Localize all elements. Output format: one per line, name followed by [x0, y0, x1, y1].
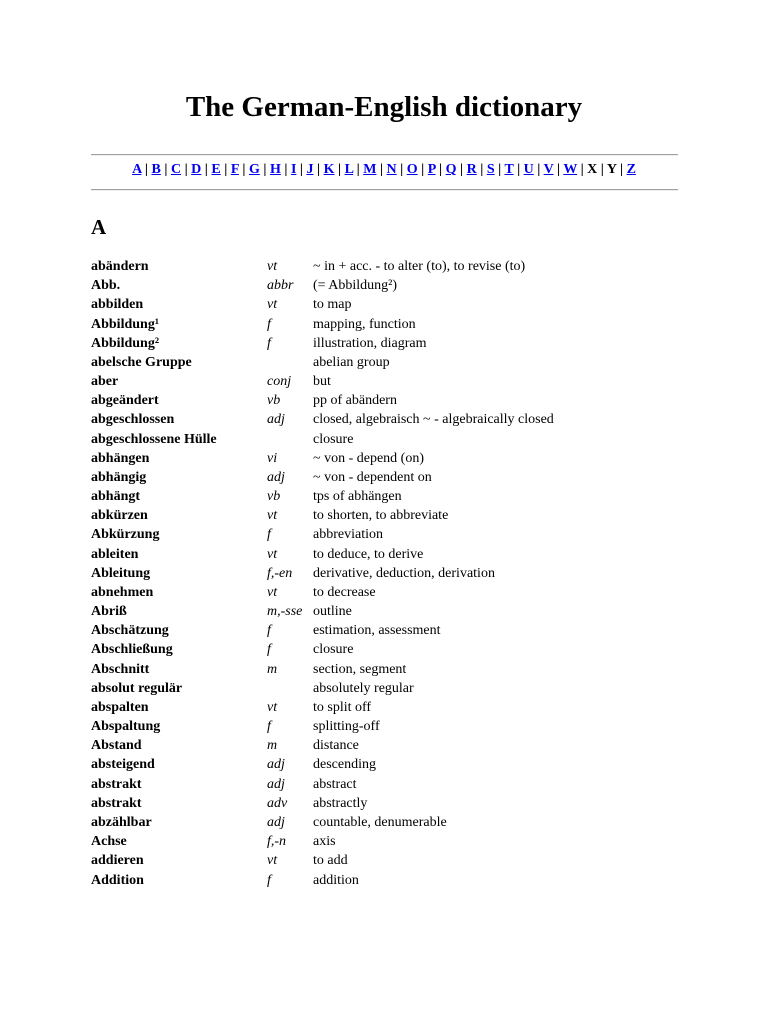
entry-definition: outline	[313, 604, 352, 620]
entry-row	[91, 334, 554, 353]
nav-letter-m[interactable]: M	[363, 162, 377, 177]
entry-part-of-speech: m,-sse	[267, 604, 303, 620]
entry-row	[91, 372, 554, 391]
entry-row	[91, 449, 554, 468]
entry-part-of-speech: f	[267, 623, 271, 639]
nav-letter-f[interactable]: F	[230, 162, 239, 177]
nav-separator: |	[160, 162, 171, 177]
entry-word: abändern	[91, 259, 149, 274]
entry-row	[91, 794, 554, 813]
nav-letter-p[interactable]: P	[427, 162, 436, 177]
entry-row	[91, 640, 554, 659]
nav-letter-h[interactable]: H	[269, 162, 281, 177]
entry-definition: abstract	[313, 776, 357, 792]
nav-letter-w[interactable]: W	[563, 162, 578, 177]
nav-separator: |	[334, 162, 345, 177]
entry-part-of-speech: f	[267, 872, 271, 888]
entry-word: Abschnitt	[91, 661, 150, 677]
entry-part-of-speech: adj	[267, 757, 285, 773]
nav-letter-k[interactable]: K	[323, 162, 335, 177]
nav-separator: |	[280, 162, 291, 177]
entry-part-of-speech: vi	[267, 450, 278, 466]
entry-word: abbilden	[91, 297, 144, 313]
entry-part-of-speech: adj	[267, 412, 285, 428]
entry-definition: tps of abhängen	[313, 489, 402, 505]
entry-part-of-speech: vt	[267, 508, 278, 524]
nav-separator: |	[181, 162, 192, 177]
entry-word: abnehmen	[91, 584, 154, 600]
nav-separator: |	[533, 162, 544, 177]
entry-definition: addition	[313, 872, 359, 888]
entry-definition: to split off	[313, 699, 372, 715]
nav-letter-b[interactable]: B	[151, 162, 161, 177]
nav-letter-z[interactable]: Z	[626, 162, 636, 177]
nav-letter-l[interactable]: L	[344, 162, 354, 177]
entry-word: absteigend	[91, 757, 155, 773]
entry-part-of-speech: adv	[267, 795, 288, 811]
entry-definition: abstractly	[313, 795, 368, 811]
entry-word: Abriß	[91, 604, 127, 620]
nav-letter-n[interactable]: N	[386, 162, 397, 177]
entry-row	[91, 487, 554, 506]
entry-row	[91, 717, 554, 736]
entry-part-of-speech	[267, 679, 313, 698]
entry-definition: derivative, deduction, derivation	[313, 565, 495, 581]
nav-separator: |	[577, 162, 588, 177]
nav-letter-y: Y	[606, 162, 617, 177]
entry-row	[91, 736, 554, 755]
bottom-divider	[91, 189, 678, 191]
entry-row	[91, 295, 554, 314]
entry-word: abhängen	[91, 450, 150, 466]
entry-word: abgeschlossen	[91, 412, 175, 428]
entry-part-of-speech: vt	[267, 699, 278, 715]
entry-part-of-speech: vt	[267, 297, 278, 313]
entry-part-of-speech: adj	[267, 469, 285, 485]
entry-word: abhängig	[91, 469, 147, 485]
nav-letter-x: X	[587, 162, 598, 177]
entry-definition: absolutely regular	[313, 680, 414, 696]
top-divider	[91, 154, 678, 156]
nav-letter-q[interactable]: Q	[445, 162, 457, 177]
entry-part-of-speech: abbr	[267, 278, 294, 294]
entry-word: Abkürzung	[91, 527, 160, 543]
entry-row	[91, 755, 554, 774]
entry-definition: to add	[313, 853, 348, 869]
entry-part-of-speech	[267, 430, 313, 449]
entry-part-of-speech: vt	[267, 259, 278, 274]
entries-table	[91, 257, 554, 890]
entry-row	[91, 602, 554, 621]
entry-word: Abstand	[91, 738, 142, 754]
entry-part-of-speech: f	[267, 527, 271, 543]
nav-separator: |	[494, 162, 505, 177]
nav-letter-e[interactable]: E	[211, 162, 221, 177]
entry-word: Abb.	[91, 278, 121, 294]
entry-row	[91, 775, 554, 794]
entry-definition: to shorten, to abbreviate	[313, 508, 449, 524]
entry-definition: descending	[313, 757, 376, 773]
nav-separator: |	[201, 162, 212, 177]
entry-word: abstrakt	[91, 776, 142, 792]
entry-definition: to map	[313, 297, 352, 313]
entry-row	[91, 430, 554, 449]
entry-word: Abbildung²	[91, 335, 160, 351]
entry-row	[91, 545, 554, 564]
nav-separator: |	[296, 162, 307, 177]
nav-letter-a[interactable]: A	[132, 162, 142, 177]
entry-word: ableiten	[91, 546, 139, 562]
nav-separator: |	[220, 162, 231, 177]
nav-letter-c[interactable]: C	[170, 162, 182, 177]
nav-letter-d[interactable]: D	[191, 162, 202, 177]
entry-part-of-speech: vb	[267, 393, 281, 409]
entry-row	[91, 813, 554, 832]
entry-part-of-speech	[267, 353, 313, 372]
entry-definition: pp of abändern	[313, 393, 397, 409]
entry-row	[91, 660, 554, 679]
entry-row	[91, 698, 554, 717]
entry-part-of-speech: conj	[267, 374, 292, 390]
entry-definition: splitting-off	[313, 719, 380, 735]
entry-definition: abbreviation	[313, 527, 383, 543]
entry-row	[91, 871, 554, 890]
entry-row	[91, 621, 554, 640]
entry-definition: axis	[313, 834, 336, 850]
entry-definition: ~ von - depend (on)	[313, 450, 424, 466]
entry-definition: distance	[313, 738, 359, 754]
entry-word: abgeschlossene Hülle	[91, 431, 217, 447]
entry-part-of-speech: adj	[267, 776, 285, 792]
nav-letter-j[interactable]: J	[306, 162, 314, 177]
nav-letter-t[interactable]: T	[504, 162, 514, 177]
entry-row	[91, 391, 554, 410]
nav-separator: |	[259, 162, 270, 177]
nav-separator: |	[141, 162, 152, 177]
nav-separator: |	[456, 162, 467, 177]
entry-row	[91, 276, 554, 295]
entry-word: abgeändert	[91, 393, 159, 409]
entry-row	[91, 257, 554, 276]
entry-part-of-speech: f	[267, 719, 271, 735]
entry-word: abelsche Gruppe	[91, 354, 192, 370]
entry-part-of-speech: f,-n	[267, 834, 287, 850]
entry-row	[91, 679, 554, 698]
entry-word: abkürzen	[91, 508, 148, 524]
entry-part-of-speech: f,-en	[267, 565, 293, 581]
nav-letter-u[interactable]: U	[523, 162, 534, 177]
entry-definition: to deduce, to derive	[313, 546, 424, 562]
entry-part-of-speech: vt	[267, 853, 278, 869]
nav-separator: |	[313, 162, 324, 177]
alphabet-nav	[0, 160, 768, 180]
entry-definition: section, segment	[313, 661, 407, 677]
entry-definition: to decrease	[313, 584, 376, 600]
nav-separator: |	[513, 162, 524, 177]
section-heading: A	[91, 215, 107, 239]
entry-definition: but	[313, 374, 331, 390]
nav-separator: |	[396, 162, 407, 177]
entry-word: Abschätzung	[91, 623, 169, 639]
nav-letter-i[interactable]: I	[290, 162, 297, 177]
nav-separator: |	[376, 162, 387, 177]
nav-letter-o[interactable]: O	[406, 162, 418, 177]
entry-word: Achse	[91, 834, 127, 850]
entry-definition: (= Abbildung²)	[313, 278, 398, 294]
entry-row	[91, 832, 554, 851]
nav-separator: |	[616, 162, 627, 177]
entry-row	[91, 468, 554, 487]
entry-word: Abschließung	[91, 642, 173, 658]
entry-definition: abelian group	[313, 354, 390, 370]
entry-row	[91, 525, 554, 544]
entry-row	[91, 506, 554, 525]
entry-definition: closure	[313, 431, 354, 447]
entry-word: aber	[91, 374, 119, 390]
nav-letter-s[interactable]: S	[486, 162, 495, 177]
entry-part-of-speech: f	[267, 335, 271, 351]
entry-word: addieren	[91, 853, 144, 869]
entry-row	[91, 583, 554, 602]
entry-part-of-speech: m	[267, 661, 278, 677]
entry-row	[91, 353, 554, 372]
nav-separator: |	[238, 162, 249, 177]
nav-separator: |	[417, 162, 428, 177]
nav-separator: |	[597, 162, 607, 177]
entry-definition: closed, algebraisch ~ - algebraically closed	[313, 412, 554, 428]
entry-word: abstrakt	[91, 795, 142, 811]
entry-part-of-speech: f	[267, 642, 271, 658]
entry-word: absolut regulär	[91, 680, 183, 696]
entry-definition: estimation, assessment	[313, 623, 441, 639]
entry-part-of-speech: vt	[267, 546, 278, 562]
entry-part-of-speech: f	[267, 316, 271, 332]
nav-letter-r[interactable]: R	[466, 162, 477, 177]
entry-part-of-speech: vt	[267, 584, 278, 600]
entry-definition: countable, denumerable	[313, 814, 447, 830]
entry-word: abzählbar	[91, 814, 152, 830]
nav-separator: |	[435, 162, 446, 177]
entry-definition: ~ in + acc. - to alter (to), to revise (to)	[313, 259, 526, 274]
entry-definition: ~ von - dependent on	[313, 469, 432, 485]
entry-word: Addition	[91, 872, 144, 888]
entry-definition: illustration, diagram	[313, 335, 427, 351]
entry-word: abhängt	[91, 489, 141, 505]
entry-word: Abbildung¹	[91, 316, 160, 332]
entry-part-of-speech: adj	[267, 814, 285, 830]
nav-letter-g[interactable]: G	[248, 162, 260, 177]
entry-word: abspalten	[91, 699, 149, 715]
entry-part-of-speech: m	[267, 738, 278, 754]
nav-separator: |	[476, 162, 487, 177]
entry-word: Ableitung	[91, 565, 151, 581]
entry-row	[91, 410, 554, 429]
entry-row	[91, 315, 554, 334]
entry-word: Abspaltung	[91, 719, 161, 735]
entry-definition: closure	[313, 642, 354, 658]
nav-separator: |	[353, 162, 364, 177]
entry-row	[91, 564, 554, 583]
page-title: The German-English dictionary	[185, 91, 583, 123]
entry-row	[91, 851, 554, 870]
nav-separator: |	[553, 162, 564, 177]
entry-part-of-speech: vb	[267, 489, 281, 505]
nav-letter-v[interactable]: V	[543, 162, 554, 177]
entry-definition: mapping, function	[313, 316, 416, 332]
